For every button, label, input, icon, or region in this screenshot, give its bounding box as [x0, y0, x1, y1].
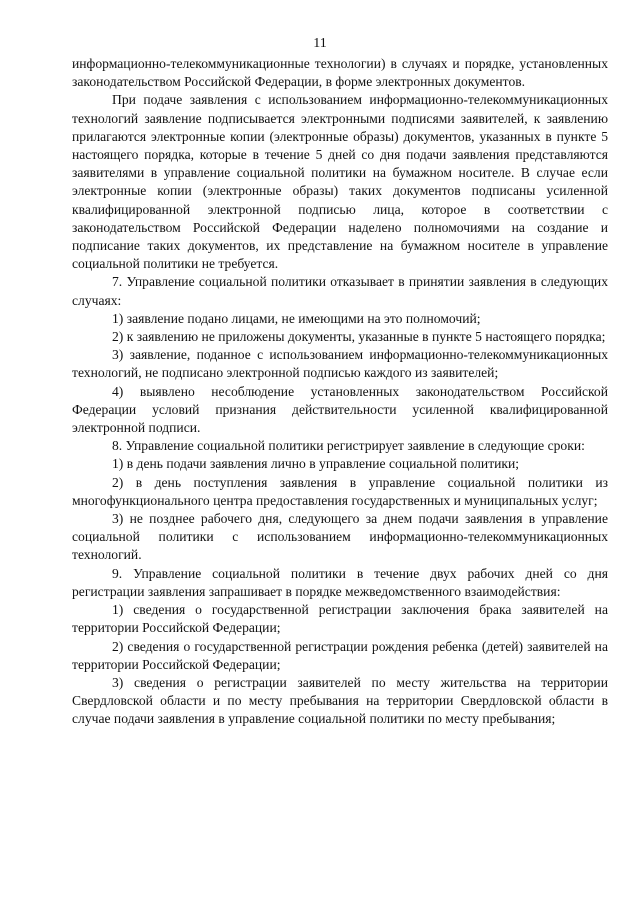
page-number: 11 — [313, 36, 327, 51]
list-item: 4) выявлено несоблюдение установленных законодательством Российской Федерации условий признания действительности усиленной квалифицированной электронной подписи. — [72, 383, 608, 436]
list-item: 1) в день подачи заявления лично в управление социальной политики; — [112, 456, 520, 472]
paragraph: информационно-телекоммуникационные технологии) в случаях и порядке, установленных законодательством Российской Федерации, в форме электронных документов. — [72, 56, 608, 90]
list-item: 3) заявление, поданное с использованием информационно-телекоммуникационных технологий, не подписано электронной подписью каждого из заявителей; — [72, 347, 608, 381]
paragraph: При подаче заявления с использованием информационно-телекоммуникационных технологий заявление подписывается электронными подписями заявителей, к заявлению прилагаются электронные копии (электронные образы) документов, указанных в пункте 5 настоящего порядка, которые в течение 5 дней со дня подачи заявления представляются заявителями в управление социальной политики на бумажном носителе. В случае если электронные копии (электронные образы) таких документов подписаны усиленной квалифицированной электронной подписью лица, которое в соответствии с законодательством Российской Федерации наделено полномочиями на создание и подписание таких документов, их представление на бумажном носителе в управление социальной политики не требуется. — [72, 92, 608, 272]
list-item: 3) не позднее рабочего дня, следующего за днем подачи заявления в управление социальной политики с использованием информационно-телекоммуникационных технологий. — [72, 511, 608, 563]
list-item: 3) сведения о регистрации заявителей по месту жительства на территории Свердловской области и по месту пребывания на территории Свердловской области в случае подачи заявления в управление социальной политики по месту пребывания; — [72, 674, 608, 727]
document-body — [72, 55, 608, 729]
list-item: 2) сведения о государственной регистрации рождения ребенка (детей) заявителей на территории Российской Федерации; — [72, 638, 608, 672]
paragraph: 9. Управление социальной политики в течение двух рабочих дней со дня регистрации заявления запрашивает в порядке межведомственного взаимодействия: — [72, 565, 608, 599]
list-item: 2) к заявлению не приложены документы, указанные в пункте 5 настоящего порядка; — [112, 329, 606, 345]
list-item: 1) сведения о государственной регистрации заключения брака заявителей на территории Российской Федерации; — [72, 602, 608, 636]
paragraph: 7. Управление социальной политики отказывает в принятии заявления в следующих случаях: — [72, 274, 608, 308]
list-item: 1) заявление подано лицами, не имеющими на это полномочий; — [112, 310, 481, 326]
paragraph: 8. Управление социальной политики регистрирует заявление в следующие сроки: — [112, 438, 585, 454]
list-item: 2) в день поступления заявления в управление социальной политики из многофункционального центра предоставления государственных и муниципальных услуг; — [72, 474, 608, 508]
